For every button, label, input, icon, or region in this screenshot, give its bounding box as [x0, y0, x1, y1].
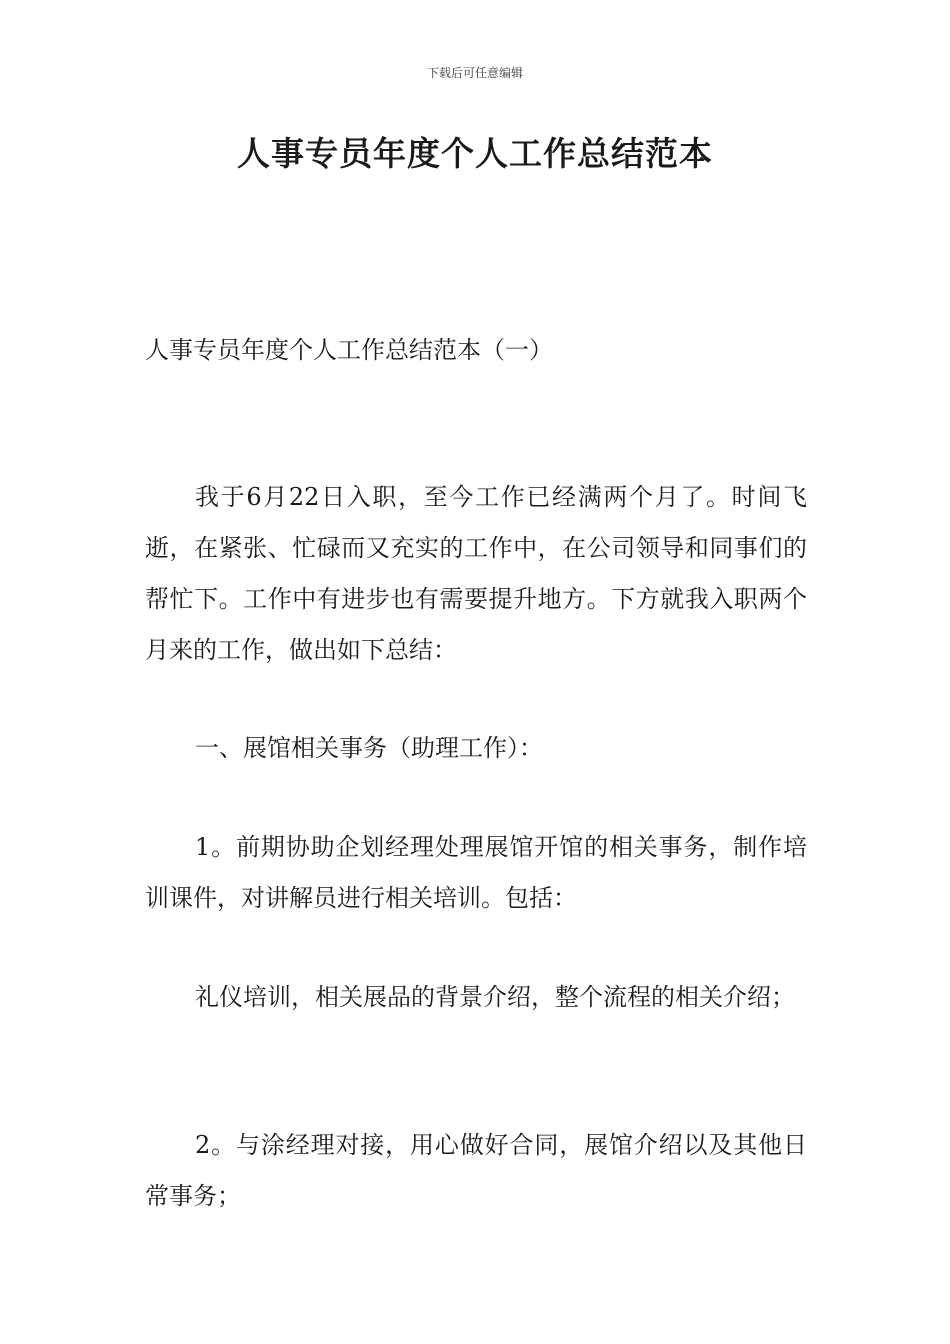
document-title: 人事专员年度个人工作总结范本	[237, 134, 713, 173]
section-heading: 人事专员年度个人工作总结范本（一）	[145, 336, 553, 364]
paragraph-item-1: 1。前期协助企划经理处理展馆开馆的相关事务，制作培训课件，对讲解员进行相关培训。包括：	[145, 833, 807, 912]
header-note: 下载后可任意编辑	[426, 66, 523, 80]
paragraph-heading-1: 一、展馆相关事务（助理工作）：	[195, 734, 543, 762]
paragraph-item-2: 2。与涂经理对接，用心做好合同，展馆介绍以及其他日常事务；	[145, 1131, 807, 1210]
paragraph-intro: 我于6月22日入职，至今工作已经满两个月了。时间飞逝，在紧张、忙碌而又充实的工作中，在公司领导和同事们的帮忙下。工作中有进步也有需要提升地方。下方就我入职两个月来的工作，做出如下总结：	[145, 483, 807, 664]
paragraph-item-1-detail: 礼仪培训，相关展品的背景介绍，整个流程的相关介绍；	[195, 983, 795, 1011]
